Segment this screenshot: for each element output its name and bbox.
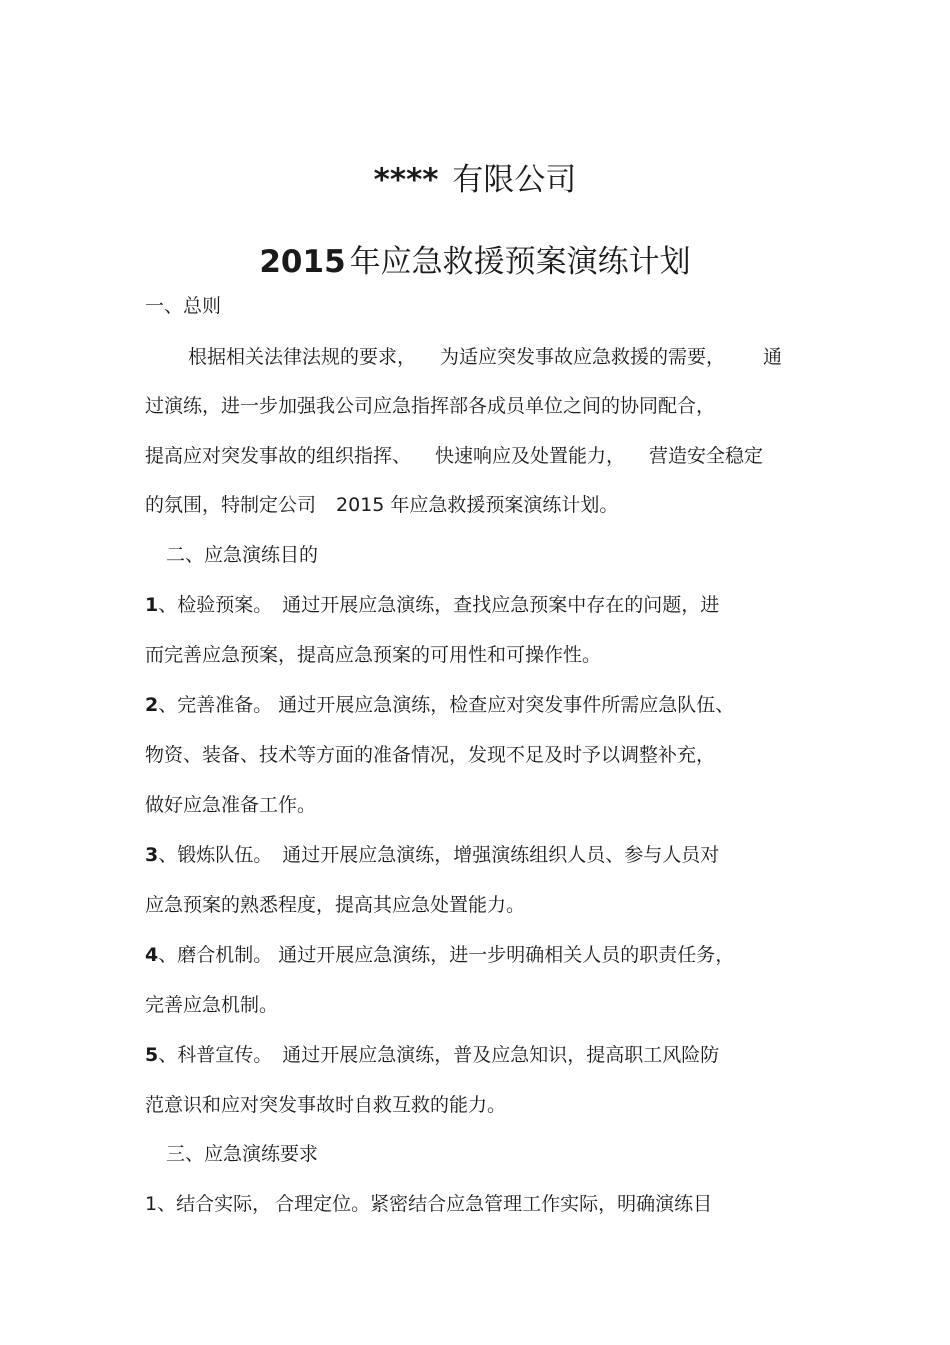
list-item bbox=[145, 692, 734, 718]
paragraph-line bbox=[145, 443, 763, 469]
text-fragment: 通过开展应急演练，查找应急预案中存在的问题，进 bbox=[282, 594, 720, 616]
section-heading-general: 一、总则 bbox=[145, 295, 222, 317]
text-fragment: 提高应对突发事故的组织指挥、 bbox=[145, 445, 412, 467]
text-fragment: 通过开展应急演练，进一步明确相关人员的职责任务， bbox=[278, 944, 735, 966]
text-fragment: 合理定位。紧密结合应急管理工作实际，明确演练目 bbox=[275, 1193, 713, 1215]
item-title: 、检验预案。 bbox=[158, 594, 273, 616]
list-item bbox=[145, 1042, 719, 1068]
item-number: 3 bbox=[145, 844, 159, 866]
paragraph-line: 应急预案的熟悉程度，提高其应急处置能力。 bbox=[145, 894, 526, 916]
paragraph-line: 而完善应急预案，提高应急预案的可用性和可操作性。 bbox=[145, 644, 602, 666]
company-title bbox=[0, 160, 950, 200]
text-fragment: 根据相关法律法规的要求， bbox=[188, 346, 417, 368]
paragraph-line bbox=[145, 492, 618, 518]
item-title: 、磨合机制。 bbox=[158, 944, 273, 966]
section-heading-purpose: 二、应急演练目的 bbox=[166, 544, 319, 566]
item-title: 、锻炼队伍。 bbox=[158, 844, 273, 866]
paragraph-line: 过演练，进一步加强我公司应急指挥部各成员单位之间的协同配合， bbox=[145, 395, 716, 417]
section-heading-requirements: 三、应急演练要求 bbox=[166, 1143, 319, 1165]
text-fragment: 2015 年应急救援预案演练计划。 bbox=[336, 494, 619, 516]
text-fragment: 1、结合实际， bbox=[145, 1193, 272, 1215]
text-fragment: 为适应突发事故应急救援的需要， bbox=[440, 346, 726, 368]
company-name-mask: **** bbox=[373, 162, 439, 198]
text-fragment: 快速响应及处置能力， bbox=[435, 445, 626, 467]
item-number: 2 bbox=[145, 694, 159, 716]
item-title: 、完善准备。 bbox=[158, 694, 273, 716]
paragraph-line: 物资、装备、技术等方面的准备情况，发现不足及时予以调整补充， bbox=[145, 744, 716, 766]
item-number: 5 bbox=[145, 1044, 159, 1066]
item-number: 4 bbox=[145, 944, 159, 966]
document-title-text: 年应急救援预案演练计划 bbox=[349, 244, 691, 280]
paragraph-line bbox=[188, 344, 782, 370]
list-item bbox=[145, 1191, 712, 1217]
text-fragment: 通过开展应急演练，检查应对突发事件所需应急队伍、 bbox=[278, 694, 735, 716]
text-fragment: 通 bbox=[763, 346, 783, 368]
list-item bbox=[145, 592, 719, 618]
text-fragment: 营造安全稳定 bbox=[649, 445, 764, 467]
paragraph-line: 完善应急机制。 bbox=[145, 994, 279, 1016]
document-title-year: 2015 bbox=[259, 244, 346, 280]
paragraph-line: 做好应急准备工作。 bbox=[145, 794, 317, 816]
company-suffix: 有限公司 bbox=[452, 162, 577, 198]
text-fragment: 通过开展应急演练，增强演练组织人员、参与人员对 bbox=[282, 844, 720, 866]
list-item bbox=[145, 842, 719, 868]
text-fragment: 的氛围，特制定公司 bbox=[145, 494, 317, 516]
item-title: 、科普宣传。 bbox=[158, 1044, 273, 1066]
paragraph-line: 范意识和应对突发事故时自救互救的能力。 bbox=[145, 1094, 507, 1116]
text-fragment: 通过开展应急演练，普及应急知识，提高职工风险防 bbox=[282, 1044, 720, 1066]
document-title bbox=[0, 242, 950, 282]
item-number: 1 bbox=[145, 594, 159, 616]
list-item bbox=[145, 942, 734, 968]
